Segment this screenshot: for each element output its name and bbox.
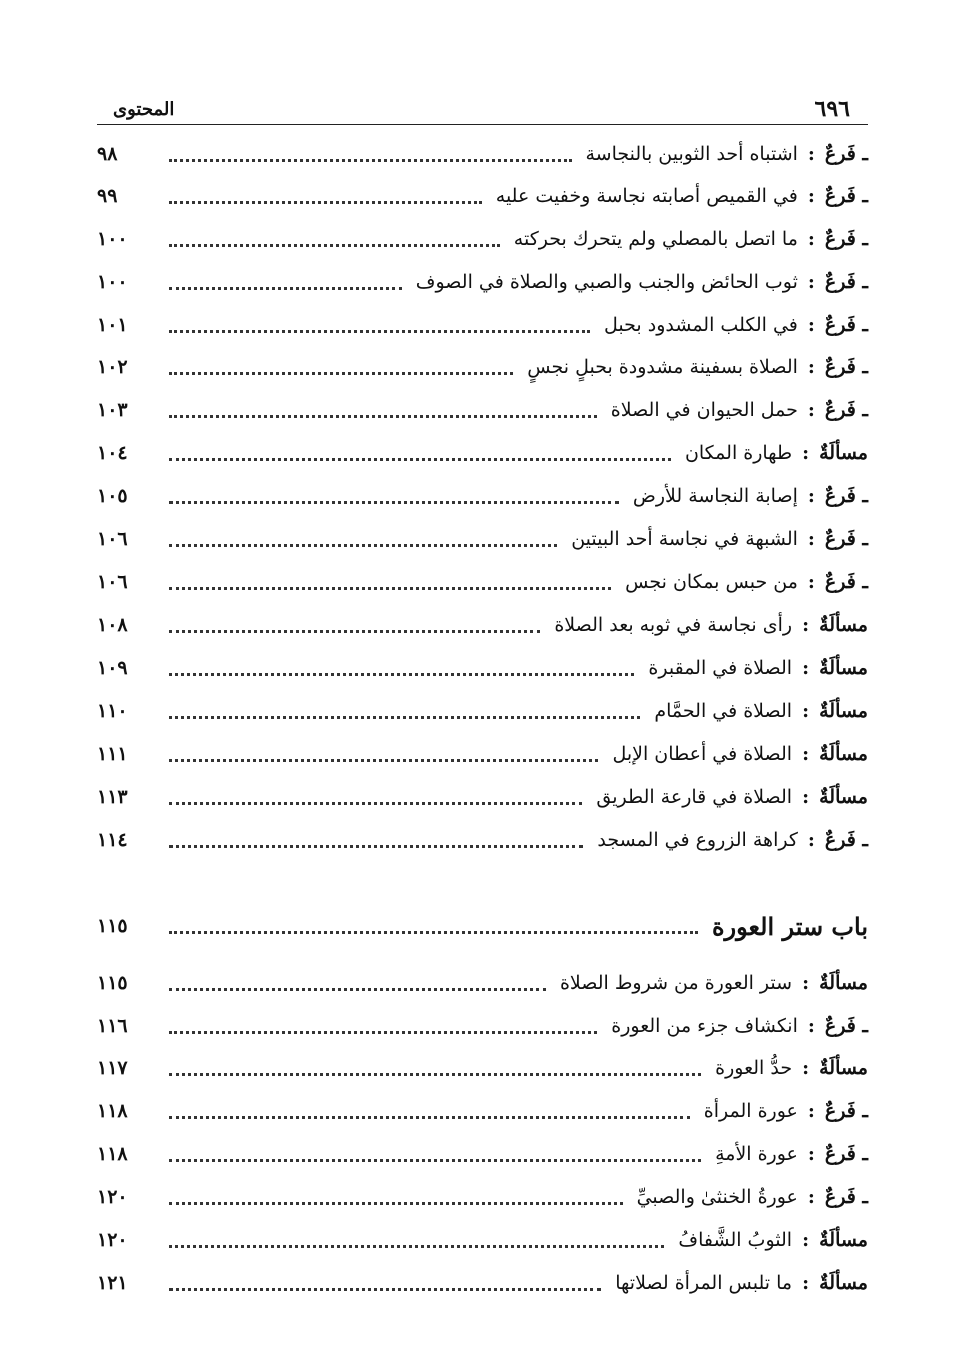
dot-leader — [169, 802, 582, 805]
colon-separator: : — [802, 657, 810, 679]
entry-label: مسألَةٌ — [819, 1272, 868, 1294]
colon-separator: : — [802, 743, 810, 765]
entry-label: مسألَةٌ — [819, 972, 868, 994]
colon-separator: : — [807, 228, 815, 250]
section-page: ١١٥ — [97, 915, 128, 937]
entry-title: الثوبُ الشَّفافُ — [678, 1229, 793, 1251]
dot-leader — [169, 244, 500, 247]
entry-page: ١١٨ — [97, 1100, 128, 1122]
dot-leader — [169, 415, 597, 418]
entry-page: ١١١ — [97, 743, 128, 765]
dot-leader — [169, 458, 671, 461]
dot-leader — [169, 1159, 701, 1162]
entry-title: طهارة المكان — [684, 442, 793, 464]
entry-title: عورةُ الخنثىٰ والصبيِّ — [636, 1186, 798, 1208]
entry-label: ـ فَرعٌ — [824, 1143, 868, 1165]
entry-page: ١١٦ — [97, 1015, 128, 1037]
toc-entry[interactable] — [97, 347, 868, 387]
dot-leader — [169, 1245, 664, 1248]
entry-label: مسألَةٌ — [819, 1229, 868, 1251]
entry-label: ـ فَرعٌ — [824, 528, 868, 550]
toc-entry[interactable] — [97, 562, 868, 602]
colon-separator: : — [807, 485, 815, 507]
dot-leader — [169, 716, 640, 719]
entry-title: عورة المرأة — [703, 1100, 798, 1122]
colon-separator: : — [807, 1015, 815, 1037]
dot-leader — [169, 1116, 690, 1119]
entry-label: مسألَةٌ — [819, 700, 868, 722]
dot-leader — [169, 587, 611, 590]
toc-entry[interactable] — [97, 262, 868, 302]
entry-label: ـ فَرعٌ — [824, 485, 868, 507]
page-number: ٦٩٦ — [814, 96, 850, 122]
toc-entry[interactable] — [97, 519, 868, 559]
entry-title: عورة الأمةِ — [715, 1143, 798, 1165]
entry-page: ١١٤ — [97, 829, 128, 851]
colon-separator: : — [802, 614, 810, 636]
colon-separator: : — [807, 356, 815, 378]
dot-leader — [169, 372, 513, 375]
dot-leader — [169, 1073, 701, 1076]
toc-entry[interactable] — [97, 777, 868, 817]
entry-title: الصلاة في أعطان الإبل — [612, 743, 793, 765]
section-heading-row[interactable] — [97, 906, 868, 946]
entry-label: ـ فَرعٌ — [824, 1015, 868, 1037]
colon-separator: : — [807, 399, 815, 421]
toc-entry[interactable] — [97, 1091, 868, 1131]
dot-leader — [169, 159, 572, 162]
entry-title: الصلاة في الحمَّام — [654, 700, 793, 722]
entry-title: كراهة الزروع في المسجد — [597, 829, 798, 851]
entry-page: ١١٣ — [97, 786, 128, 808]
entry-label: ـ فَرعٌ — [824, 1100, 868, 1122]
colon-separator: : — [802, 786, 810, 808]
entry-label: مسألَةٌ — [819, 442, 868, 464]
dot-leader — [169, 931, 698, 934]
toc-entry[interactable] — [97, 820, 868, 860]
entry-title: انكشاف جزء من العورة — [611, 1015, 798, 1037]
dot-leader — [169, 1288, 601, 1291]
dot-leader — [169, 988, 546, 991]
colon-separator: : — [807, 1186, 815, 1208]
entry-title: حمل الحيوان في الصلاة — [610, 399, 798, 421]
entry-title: الصلاة في قارعة الطريق — [596, 786, 793, 808]
entry-title: حدُّ العورة — [715, 1057, 793, 1079]
entry-page: ١٠٣ — [97, 399, 128, 421]
colon-separator: : — [802, 972, 810, 994]
toc-entry[interactable] — [97, 390, 868, 430]
toc-entry[interactable] — [97, 433, 868, 473]
entry-title: إصابة النجاسة للأرض — [632, 485, 798, 507]
entry-title: ما تلبس المرأة لصلاتها — [615, 1272, 793, 1294]
toc-entry[interactable] — [97, 1134, 868, 1174]
colon-separator: : — [802, 1229, 810, 1251]
dot-leader — [169, 501, 619, 504]
entry-page: ١١٥ — [97, 972, 128, 994]
toc-entry[interactable] — [97, 1220, 868, 1260]
entry-label: ـ فَرعٌ — [824, 143, 868, 165]
entry-page: ١٠٢ — [97, 356, 128, 378]
entry-page: ١٠٨ — [97, 614, 128, 636]
entry-label: مسألَةٌ — [819, 1057, 868, 1079]
entry-label: ـ فَرعٌ — [824, 185, 868, 207]
entry-title: الشبهة في نجاسة أحد البيتين — [571, 528, 798, 550]
entry-title: ثوب الحائض والجنب والصبي والصلاة في الصوف — [415, 271, 798, 293]
toc-entry[interactable] — [97, 734, 868, 774]
entry-title: الصلاة بسفينة مشدودة بحبلٍ نجسٍ — [527, 356, 798, 378]
entry-label: ـ فَرعٌ — [824, 356, 868, 378]
dot-leader — [169, 630, 540, 633]
entry-page: ١٠١ — [97, 314, 128, 336]
toc-entry[interactable] — [97, 305, 868, 345]
dot-leader — [169, 1202, 623, 1205]
toc-entry[interactable] — [97, 176, 868, 216]
toc-entry[interactable] — [97, 1048, 868, 1088]
toc-entry[interactable] — [97, 476, 868, 516]
entry-page: ١٢٠ — [97, 1229, 128, 1251]
entry-page: ١٠٠ — [97, 271, 128, 293]
colon-separator: : — [807, 143, 815, 165]
entry-page: ١١٨ — [97, 1143, 128, 1165]
dot-leader — [169, 201, 482, 204]
colon-separator: : — [807, 528, 815, 550]
colon-separator: : — [807, 271, 815, 293]
colon-separator: : — [802, 442, 810, 464]
entry-label: ـ فَرعٌ — [824, 1186, 868, 1208]
dot-leader — [169, 759, 598, 762]
entry-title: من حبس بمكان نجس — [625, 571, 798, 593]
colon-separator: : — [807, 185, 815, 207]
toc-entry[interactable] — [97, 1177, 868, 1217]
entry-page: ١١٠ — [97, 700, 128, 722]
entry-title: رأى نجاسة في ثوبه بعد الصلاة — [554, 614, 793, 636]
colon-separator: : — [807, 1100, 815, 1122]
section-heading: باب ستر العورة — [711, 911, 868, 941]
entry-title: اشتباه أحد الثوبين بالنجاسة — [585, 143, 798, 165]
page-header — [97, 80, 868, 125]
running-title: المحتوى — [113, 99, 175, 120]
toc-entry[interactable] — [97, 691, 868, 731]
entry-page: ١٠٩ — [97, 657, 128, 679]
toc-entry[interactable] — [97, 1006, 868, 1046]
entry-label: مسألَةٌ — [819, 614, 868, 636]
entry-label: ـ فَرعٌ — [824, 829, 868, 851]
dot-leader — [169, 330, 590, 333]
entry-title: ما اتصل بالمصلي ولم يتحرك بحركته — [513, 228, 798, 250]
entry-label: ـ فَرعٌ — [824, 571, 868, 593]
entry-label: مسألَةٌ — [819, 743, 868, 765]
colon-separator: : — [802, 700, 810, 722]
entry-title: ستر العورة من شروط الصلاة — [559, 972, 793, 994]
entry-page: ١٠٤ — [97, 442, 128, 464]
entry-page: ١٠٠ — [97, 228, 128, 250]
entry-page: ١٠٦ — [97, 528, 128, 550]
entry-label: ـ فَرعٌ — [824, 271, 868, 293]
entry-label: مسألَةٌ — [819, 786, 868, 808]
entry-label: ـ فَرعٌ — [824, 314, 868, 336]
entry-label: ـ فَرعٌ — [824, 228, 868, 250]
entry-page: ٩٩ — [97, 185, 118, 207]
toc-entry[interactable] — [97, 1263, 868, 1303]
colon-separator: : — [802, 1272, 810, 1294]
dot-leader — [169, 845, 583, 848]
entry-page: ١١٧ — [97, 1057, 128, 1079]
toc-entry[interactable] — [97, 605, 868, 645]
entry-page: ٩٨ — [97, 143, 118, 165]
entry-page: ١٠٥ — [97, 485, 128, 507]
entry-page: ١٠٦ — [97, 571, 128, 593]
entry-title: الصلاة في المقبرة — [648, 657, 793, 679]
entry-label: ـ فَرعٌ — [824, 399, 868, 421]
entry-page: ١٢٠ — [97, 1186, 128, 1208]
colon-separator: : — [807, 314, 815, 336]
toc-entry[interactable] — [97, 134, 868, 174]
colon-separator: : — [807, 829, 815, 851]
toc-entry[interactable] — [97, 648, 868, 688]
colon-separator: : — [807, 571, 815, 593]
toc-entry[interactable] — [97, 219, 868, 259]
dot-leader — [169, 1031, 597, 1034]
entry-page: ١٢١ — [97, 1272, 128, 1294]
dot-leader — [169, 544, 557, 547]
dot-leader — [169, 287, 402, 290]
entry-title: في القميص أصابته نجاسة وخفيت عليه — [495, 185, 798, 207]
colon-separator: : — [807, 1143, 815, 1165]
entry-title: في الكلب المشدود بحبل — [604, 314, 798, 336]
colon-separator: : — [802, 1057, 810, 1079]
entry-label: مسألَةٌ — [819, 657, 868, 679]
toc-entry[interactable] — [97, 963, 868, 1003]
dot-leader — [169, 673, 634, 676]
